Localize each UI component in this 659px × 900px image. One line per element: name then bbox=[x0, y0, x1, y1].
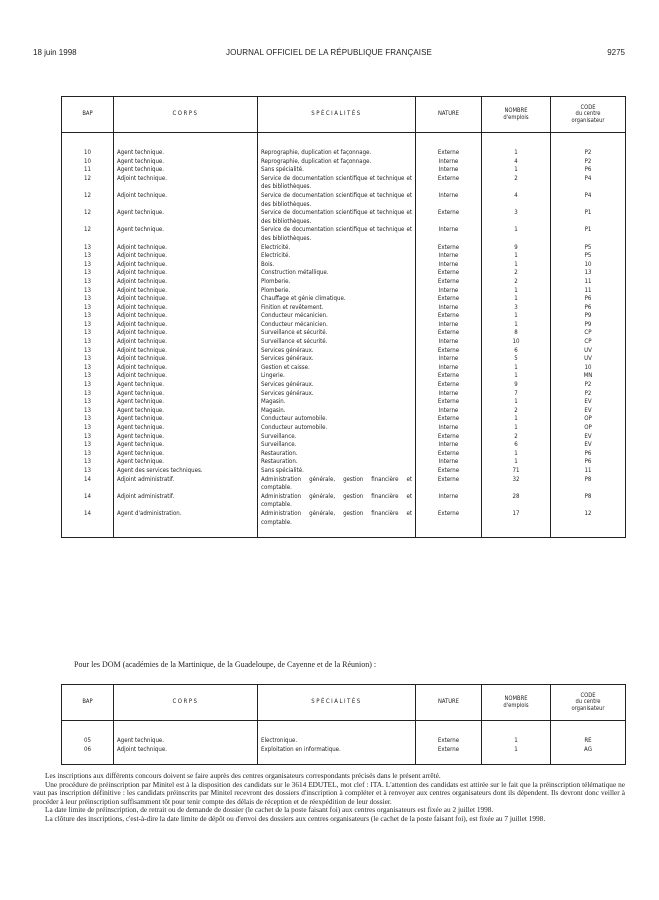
bap-cell: 13 bbox=[62, 329, 114, 338]
nombre-cell: 2 bbox=[482, 407, 551, 416]
specialite-cell: Service de documentation scientifique et technique et des bibliothèques. bbox=[258, 175, 416, 192]
corps-cell: Agent technique. bbox=[114, 433, 258, 442]
bap-cell: 13 bbox=[62, 372, 114, 381]
col-bap: BAP bbox=[62, 97, 114, 133]
corps-cell: Agent technique. bbox=[114, 415, 258, 424]
bap-cell: 14 bbox=[62, 476, 114, 493]
code-cell: EV bbox=[551, 433, 626, 442]
specialite-cell: Surveillance et sécurité. bbox=[258, 329, 416, 338]
specialite-cell: Administration générale, gestion financière et comptable. bbox=[258, 493, 416, 510]
corps-cell: Adjoint technique. bbox=[114, 175, 258, 192]
bap-cell: 13 bbox=[62, 287, 114, 296]
code-cell: P9 bbox=[551, 312, 626, 321]
nombre-cell: 71 bbox=[482, 467, 551, 476]
code-cell: P8 bbox=[551, 476, 626, 493]
specialite-cell: Reprographie, duplication et façonnage. bbox=[258, 149, 416, 158]
nature-cell: Externe bbox=[416, 398, 482, 407]
nombre-cell: 1 bbox=[482, 287, 551, 296]
nature-cell: Interne bbox=[416, 261, 482, 270]
nombre-cell: 6 bbox=[482, 441, 551, 450]
nombre-cell: 1 bbox=[482, 149, 551, 158]
table-row bbox=[62, 192, 626, 209]
bap-cell: 12 bbox=[62, 192, 114, 209]
bap-cell: 14 bbox=[62, 493, 114, 510]
nature-cell: Externe bbox=[416, 476, 482, 493]
corps-cell: Adjoint technique. bbox=[114, 338, 258, 347]
specialite-cell: Services généraux. bbox=[258, 355, 416, 364]
corps-cell: Agent d'administration. bbox=[114, 510, 258, 527]
table-row bbox=[62, 390, 626, 399]
corps-cell: Agent technique. bbox=[114, 226, 258, 243]
col-nature: NATURE bbox=[416, 685, 482, 721]
nature-cell: Externe bbox=[416, 467, 482, 476]
table-row bbox=[62, 476, 626, 493]
bap-cell: 14 bbox=[62, 510, 114, 527]
table-row bbox=[62, 304, 626, 313]
code-cell: P1 bbox=[551, 209, 626, 226]
code-cell: P6 bbox=[551, 450, 626, 459]
nombre-cell: 1 bbox=[482, 252, 551, 261]
specialite-cell: Surveillance et sécurité. bbox=[258, 338, 416, 347]
nature-cell: Interne bbox=[416, 493, 482, 510]
nature-cell: Interne bbox=[416, 304, 482, 313]
corps-cell: Adjoint technique. bbox=[114, 746, 258, 755]
corps-cell: Agent technique. bbox=[114, 407, 258, 416]
table-row bbox=[62, 493, 626, 510]
nature-cell: Interne bbox=[416, 338, 482, 347]
code-cell: 11 bbox=[551, 287, 626, 296]
nombre-cell: 28 bbox=[482, 493, 551, 510]
code-cell: 10 bbox=[551, 261, 626, 270]
nombre-cell: 2 bbox=[482, 269, 551, 278]
code-cell: 10 bbox=[551, 364, 626, 373]
bap-cell: 13 bbox=[62, 441, 114, 450]
code-cell: P9 bbox=[551, 321, 626, 330]
code-cell: EV bbox=[551, 407, 626, 416]
code-cell: RE bbox=[551, 737, 626, 746]
specialite-cell: Magasin. bbox=[258, 407, 416, 416]
table-row bbox=[62, 746, 626, 755]
specialite-cell: Service de documentation scientifique et technique et des bibliothèques. bbox=[258, 209, 416, 226]
col-specialites: SPÉCIALITÉS bbox=[258, 97, 416, 133]
corps-cell: Adjoint technique. bbox=[114, 269, 258, 278]
col-corps: CORPS bbox=[114, 685, 258, 721]
specialite-cell: Conducteur mécanicien. bbox=[258, 312, 416, 321]
corps-cell: Agent technique. bbox=[114, 158, 258, 167]
nombre-cell: 1 bbox=[482, 424, 551, 433]
nature-cell: Externe bbox=[416, 510, 482, 527]
corps-cell: Adjoint technique. bbox=[114, 287, 258, 296]
corps-cell: Adjoint technique. bbox=[114, 321, 258, 330]
nature-cell: Externe bbox=[416, 372, 482, 381]
specialite-cell: Surveillance. bbox=[258, 433, 416, 442]
table-row bbox=[62, 364, 626, 373]
nombre-cell: 2 bbox=[482, 278, 551, 287]
table-row bbox=[62, 381, 626, 390]
specialite-cell: Gestion et caisse. bbox=[258, 364, 416, 373]
nombre-cell: 9 bbox=[482, 381, 551, 390]
nature-cell: Interne bbox=[416, 441, 482, 450]
specialite-cell: Conducteur mécanicien. bbox=[258, 321, 416, 330]
nature-cell: Interne bbox=[416, 226, 482, 243]
table-row bbox=[62, 415, 626, 424]
bap-cell: 11 bbox=[62, 166, 114, 175]
nombre-cell: 32 bbox=[482, 476, 551, 493]
nature-cell: Externe bbox=[416, 269, 482, 278]
bap-cell: 13 bbox=[62, 458, 114, 467]
nature-cell: Interne bbox=[416, 287, 482, 296]
bap-cell: 13 bbox=[62, 321, 114, 330]
nature-cell: Interne bbox=[416, 321, 482, 330]
nature-cell: Interne bbox=[416, 355, 482, 364]
table-row bbox=[62, 737, 626, 746]
table-row bbox=[62, 450, 626, 459]
table-row bbox=[62, 433, 626, 442]
nombre-cell: 7 bbox=[482, 390, 551, 399]
nombre-cell: 17 bbox=[482, 510, 551, 527]
corps-cell: Agent technique. bbox=[114, 450, 258, 459]
corps-cell: Adjoint technique. bbox=[114, 347, 258, 356]
code-cell: P5 bbox=[551, 252, 626, 261]
table-row bbox=[62, 372, 626, 381]
nature-cell: Externe bbox=[416, 278, 482, 287]
specialite-cell: Conducteur automobile. bbox=[258, 415, 416, 424]
specialite-cell: Services généraux. bbox=[258, 390, 416, 399]
positions-table-body bbox=[62, 133, 626, 538]
code-cell: UV bbox=[551, 355, 626, 364]
corps-cell: Adjoint technique. bbox=[114, 372, 258, 381]
nature-cell: Interne bbox=[416, 458, 482, 467]
code-cell: AG bbox=[551, 746, 626, 755]
bap-cell: 10 bbox=[62, 149, 114, 158]
table-row bbox=[62, 441, 626, 450]
code-cell: P2 bbox=[551, 381, 626, 390]
notice-paragraph-3: La date limite de préinscription, de retrait ou de demande de dossier (le cachet de la poste faisant foi) aux centres organisateurs est fixée au 2 juillet 1998. bbox=[45, 805, 494, 815]
bap-cell: 13 bbox=[62, 424, 114, 433]
code-cell: OP bbox=[551, 415, 626, 424]
corps-cell: Adjoint administratif. bbox=[114, 476, 258, 493]
notice-paragraphs bbox=[33, 772, 625, 824]
nombre-cell: 4 bbox=[482, 192, 551, 209]
table-row bbox=[62, 175, 626, 192]
corps-cell: Adjoint technique. bbox=[114, 329, 258, 338]
nature-cell: Externe bbox=[416, 450, 482, 459]
col-nombre: NOMBRE d'emplois bbox=[482, 685, 551, 721]
bap-cell: 13 bbox=[62, 347, 114, 356]
specialite-cell: Administration générale, gestion financière et comptable. bbox=[258, 510, 416, 527]
corps-cell: Agent des services techniques. bbox=[114, 467, 258, 476]
nombre-cell: 2 bbox=[482, 433, 551, 442]
specialite-cell: Chauffage et génie climatique. bbox=[258, 295, 416, 304]
specialite-cell: Construction métallique. bbox=[258, 269, 416, 278]
nature-cell: Externe bbox=[416, 415, 482, 424]
specialite-cell: Finition et revêtement. bbox=[258, 304, 416, 313]
nature-cell: Externe bbox=[416, 312, 482, 321]
corps-cell: Adjoint administratif. bbox=[114, 493, 258, 510]
table-row bbox=[62, 158, 626, 167]
nature-cell: Externe bbox=[416, 149, 482, 158]
nombre-cell: 1 bbox=[482, 398, 551, 407]
bap-cell: 13 bbox=[62, 312, 114, 321]
bap-cell: 13 bbox=[62, 450, 114, 459]
nature-cell: Interne bbox=[416, 407, 482, 416]
nombre-cell: 1 bbox=[482, 458, 551, 467]
corps-cell: Adjoint technique. bbox=[114, 355, 258, 364]
corps-cell: Agent technique. bbox=[114, 458, 258, 467]
nombre-cell: 1 bbox=[482, 372, 551, 381]
running-header bbox=[33, 48, 625, 60]
corps-cell: Adjoint technique. bbox=[114, 295, 258, 304]
specialite-cell: Lingerie. bbox=[258, 372, 416, 381]
corps-cell: Adjoint technique. bbox=[114, 312, 258, 321]
specialite-cell: Sans spécialité. bbox=[258, 166, 416, 175]
code-cell: EV bbox=[551, 398, 626, 407]
table-row bbox=[62, 278, 626, 287]
nature-cell: Externe bbox=[416, 737, 482, 746]
table-row bbox=[62, 424, 626, 433]
code-cell: P6 bbox=[551, 304, 626, 313]
nature-cell: Externe bbox=[416, 329, 482, 338]
nombre-cell: 1 bbox=[482, 226, 551, 243]
specialite-cell: Electricité. bbox=[258, 244, 416, 253]
nature-cell: Externe bbox=[416, 347, 482, 356]
code-cell: P2 bbox=[551, 158, 626, 167]
code-cell: P6 bbox=[551, 166, 626, 175]
corps-cell: Agent technique. bbox=[114, 166, 258, 175]
bap-cell: 13 bbox=[62, 304, 114, 313]
bap-cell: 13 bbox=[62, 295, 114, 304]
nature-cell: Externe bbox=[416, 295, 482, 304]
corps-cell: Agent technique. bbox=[114, 381, 258, 390]
bap-cell: 13 bbox=[62, 261, 114, 270]
corps-cell: Agent technique. bbox=[114, 424, 258, 433]
specialite-cell: Service de documentation scientifique et technique et des bibliothèques. bbox=[258, 226, 416, 243]
code-cell: P5 bbox=[551, 244, 626, 253]
nombre-cell: 1 bbox=[482, 450, 551, 459]
code-cell: CP bbox=[551, 329, 626, 338]
corps-cell: Adjoint technique. bbox=[114, 244, 258, 253]
bap-cell: 13 bbox=[62, 338, 114, 347]
table-row bbox=[62, 252, 626, 261]
nombre-cell: 5 bbox=[482, 355, 551, 364]
code-cell: 13 bbox=[551, 269, 626, 278]
table-row bbox=[62, 226, 626, 243]
nombre-cell: 1 bbox=[482, 261, 551, 270]
corps-cell: Agent technique. bbox=[114, 441, 258, 450]
corps-cell: Adjoint technique. bbox=[114, 192, 258, 209]
header-date: 18 juin 1998 bbox=[33, 48, 77, 57]
table-row bbox=[62, 347, 626, 356]
code-cell: P2 bbox=[551, 390, 626, 399]
nature-cell: Interne bbox=[416, 192, 482, 209]
col-bap: BAP bbox=[62, 685, 114, 721]
specialite-cell: Restauration. bbox=[258, 458, 416, 467]
code-cell: P6 bbox=[551, 295, 626, 304]
corps-cell: Agent technique. bbox=[114, 737, 258, 746]
specialite-cell: Plomberie. bbox=[258, 278, 416, 287]
positions-table bbox=[61, 96, 626, 538]
bap-cell: 12 bbox=[62, 175, 114, 192]
nombre-cell: 6 bbox=[482, 347, 551, 356]
nature-cell: Interne bbox=[416, 364, 482, 373]
col-corps: CORPS bbox=[114, 97, 258, 133]
corps-cell: Adjoint technique. bbox=[114, 261, 258, 270]
notice-paragraph-1: Les inscriptions aux différents concours doivent se faire auprès des centres organisateurs correspondants précisés dans le présent arrêté. bbox=[45, 771, 441, 780]
nombre-cell: 1 bbox=[482, 321, 551, 330]
specialite-cell: Magasin. bbox=[258, 398, 416, 407]
nombre-cell: 1 bbox=[482, 166, 551, 175]
bap-cell: 12 bbox=[62, 209, 114, 226]
nombre-cell: 1 bbox=[482, 746, 551, 755]
code-cell: P8 bbox=[551, 493, 626, 510]
specialite-cell: Services généraux. bbox=[258, 381, 416, 390]
table-row bbox=[62, 295, 626, 304]
bap-cell: 13 bbox=[62, 381, 114, 390]
nombre-cell: 2 bbox=[482, 175, 551, 192]
bap-cell: 13 bbox=[62, 278, 114, 287]
table-row bbox=[62, 269, 626, 278]
corps-cell: Agent technique. bbox=[114, 390, 258, 399]
nombre-cell: 1 bbox=[482, 737, 551, 746]
col-nature: NATURE bbox=[416, 97, 482, 133]
notice-paragraph-2: Une procédure de préinscription par Minitel est à la disposition des candidats sur le 3614 EDUTEL, mot clef : ITA. L'attention des candidats est attirée sur le fait que la préinscription télématique ne vaut pas inscription définitive : les candidats préinscrits par Minitel recevront des dossiers d'inscription à compléter et à renvoyer aux centres organisateurs dont ils dépendent. Ils devront donc veiller à procéder à leur préinscription suffisamment tôt pour tenir compte des délais de réception et de réexpédition de leur dossier. bbox=[33, 779, 625, 806]
dom-positions-table-body bbox=[62, 721, 626, 765]
specialite-cell: Restauration. bbox=[258, 450, 416, 459]
code-cell: EV bbox=[551, 441, 626, 450]
code-cell: P2 bbox=[551, 149, 626, 158]
bap-cell: 13 bbox=[62, 244, 114, 253]
specialite-cell: Sans spécialité. bbox=[258, 467, 416, 476]
corps-cell: Adjoint technique. bbox=[114, 278, 258, 287]
bap-cell: 13 bbox=[62, 415, 114, 424]
table-row bbox=[62, 166, 626, 175]
nombre-cell: 10 bbox=[482, 338, 551, 347]
corps-cell: Agent technique. bbox=[114, 149, 258, 158]
code-cell: 11 bbox=[551, 278, 626, 287]
code-cell: OP bbox=[551, 424, 626, 433]
nombre-cell: 1 bbox=[482, 295, 551, 304]
bap-cell: 13 bbox=[62, 269, 114, 278]
nature-cell: Externe bbox=[416, 209, 482, 226]
table-row bbox=[62, 261, 626, 270]
bap-cell: 13 bbox=[62, 364, 114, 373]
code-cell: 12 bbox=[551, 510, 626, 527]
corps-cell: Adjoint technique. bbox=[114, 252, 258, 261]
table-row bbox=[62, 398, 626, 407]
bap-cell: 13 bbox=[62, 252, 114, 261]
nombre-cell: 3 bbox=[482, 304, 551, 313]
corps-cell: Adjoint technique. bbox=[114, 364, 258, 373]
specialite-cell: Exploitation en informatique. bbox=[258, 746, 416, 755]
specialite-cell: Administration générale, gestion financière et comptable. bbox=[258, 476, 416, 493]
bap-cell: 13 bbox=[62, 407, 114, 416]
nombre-cell: 9 bbox=[482, 244, 551, 253]
dom-positions-table bbox=[61, 684, 626, 765]
bap-cell: 13 bbox=[62, 433, 114, 442]
table-row bbox=[62, 458, 626, 467]
col-nombre: NOMBRE d'emplois bbox=[482, 97, 551, 133]
code-cell: CP bbox=[551, 338, 626, 347]
corps-cell: Agent technique. bbox=[114, 209, 258, 226]
specialite-cell: Services généraux. bbox=[258, 347, 416, 356]
bap-cell: 13 bbox=[62, 398, 114, 407]
nature-cell: Interne bbox=[416, 158, 482, 167]
col-code: CODE du centre organisateur bbox=[551, 97, 626, 133]
nature-cell: Externe bbox=[416, 746, 482, 755]
header-page-number: 9275 bbox=[607, 48, 625, 57]
table-row bbox=[62, 467, 626, 476]
nombre-cell: 8 bbox=[482, 329, 551, 338]
corps-cell: Agent technique. bbox=[114, 398, 258, 407]
table-row bbox=[62, 312, 626, 321]
code-cell: P4 bbox=[551, 175, 626, 192]
table-row bbox=[62, 510, 626, 527]
bap-cell: 13 bbox=[62, 355, 114, 364]
table-row bbox=[62, 244, 626, 253]
code-cell: P6 bbox=[551, 458, 626, 467]
table-row bbox=[62, 355, 626, 364]
corps-cell: Adjoint technique. bbox=[114, 304, 258, 313]
nature-cell: Interne bbox=[416, 390, 482, 399]
nombre-cell: 4 bbox=[482, 158, 551, 167]
header-journal-title: JOURNAL OFFICIEL DE LA RÉPUBLIQUE FRANÇAISE bbox=[226, 48, 432, 57]
nature-cell: Interne bbox=[416, 424, 482, 433]
code-cell: UV bbox=[551, 347, 626, 356]
nature-cell: Interne bbox=[416, 252, 482, 261]
specialite-cell: Conducteur automobile. bbox=[258, 424, 416, 433]
specialite-cell: Service de documentation scientifique et technique et des bibliothèques. bbox=[258, 192, 416, 209]
table-row bbox=[62, 329, 626, 338]
nature-cell: Externe bbox=[416, 433, 482, 442]
specialite-cell: Surveillance. bbox=[258, 441, 416, 450]
table-row bbox=[62, 209, 626, 226]
code-cell: P1 bbox=[551, 226, 626, 243]
col-specialites: SPÉCIALITÉS bbox=[258, 685, 416, 721]
nature-cell: Externe bbox=[416, 244, 482, 253]
table-row bbox=[62, 321, 626, 330]
code-cell: 11 bbox=[551, 467, 626, 476]
specialite-cell: Electronique. bbox=[258, 737, 416, 746]
bap-cell: 12 bbox=[62, 226, 114, 243]
nombre-cell: 3 bbox=[482, 209, 551, 226]
col-code: CODE du centre organisateur bbox=[551, 685, 626, 721]
bap-cell: 06 bbox=[62, 746, 114, 755]
dom-note: Pour les DOM (académies de la Martinique, de la Guadeloupe, de Cayenne et de la Réunion) : bbox=[74, 660, 377, 669]
bap-cell: 10 bbox=[62, 158, 114, 167]
nature-cell: Externe bbox=[416, 175, 482, 192]
code-cell: MN bbox=[551, 372, 626, 381]
bap-cell: 13 bbox=[62, 467, 114, 476]
specialite-cell: Electricité. bbox=[258, 252, 416, 261]
bap-cell: 13 bbox=[62, 390, 114, 399]
nombre-cell: 1 bbox=[482, 415, 551, 424]
bap-cell: 05 bbox=[62, 737, 114, 746]
specialite-cell: Bois. bbox=[258, 261, 416, 270]
table-row bbox=[62, 407, 626, 416]
nature-cell: Externe bbox=[416, 381, 482, 390]
table-row bbox=[62, 287, 626, 296]
table-row bbox=[62, 149, 626, 158]
table-row bbox=[62, 338, 626, 347]
nombre-cell: 1 bbox=[482, 312, 551, 321]
nombre-cell: 1 bbox=[482, 364, 551, 373]
code-cell: P4 bbox=[551, 192, 626, 209]
specialite-cell: Plomberie. bbox=[258, 287, 416, 296]
nature-cell: Interne bbox=[416, 166, 482, 175]
notice-paragraph-4: La clôture des inscriptions, c'est-à-dire la date limite de dépôt ou d'envoi des dossiers aux centres organisateurs (le cachet de la poste faisant foi), est fixée au 7 juillet 1998. bbox=[45, 813, 546, 823]
specialite-cell: Reprographie, duplication et façonnage. bbox=[258, 158, 416, 167]
